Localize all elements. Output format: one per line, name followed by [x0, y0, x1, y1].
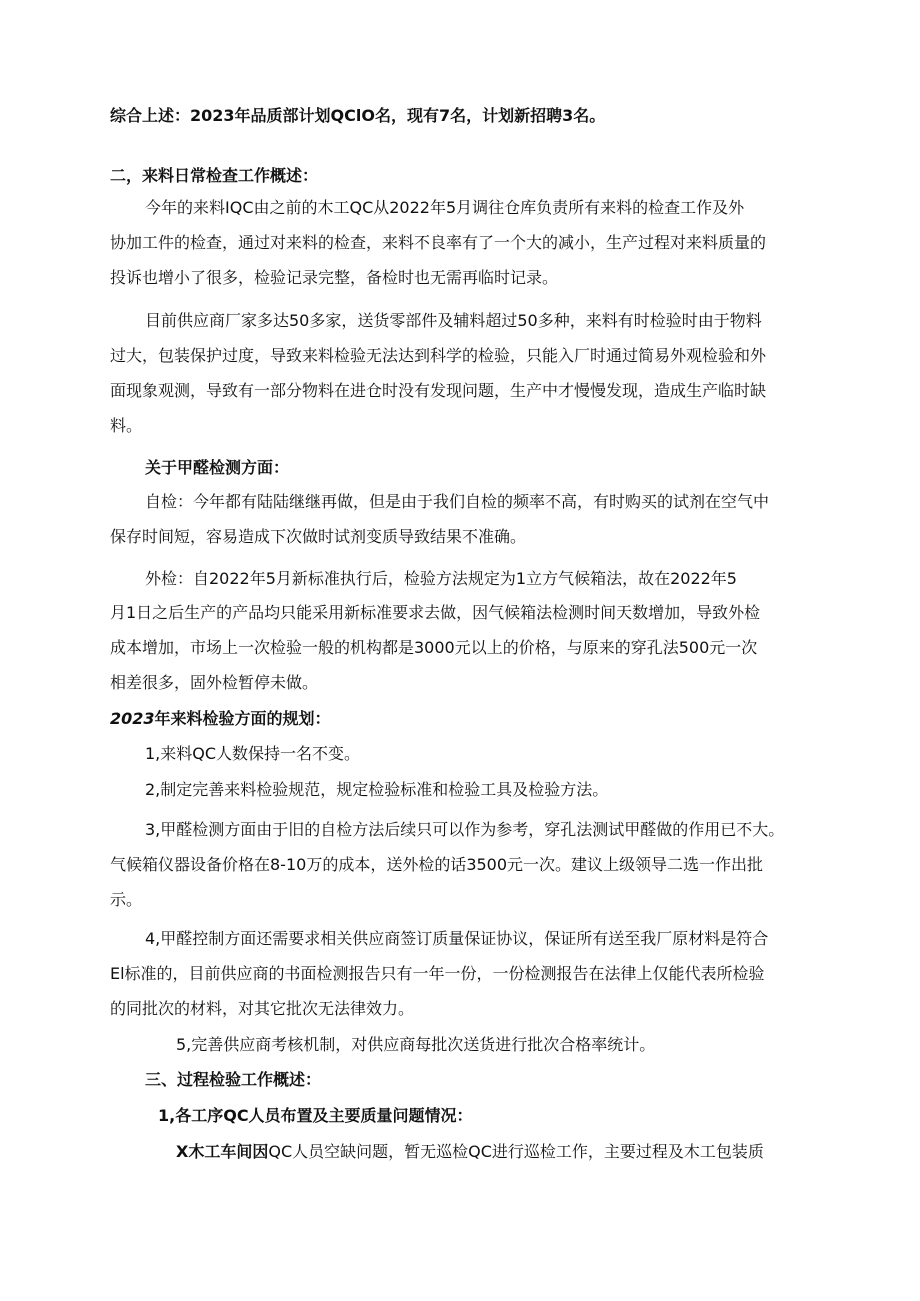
paragraph-line: 示。: [110, 890, 143, 909]
section-3-subheading: 1,各工序QC人员布置及主要质量问题情况：: [158, 1106, 473, 1125]
paragraph-line: 气候箱仪器设备价格在8-10万的成本，送外检的话3500元一次。建议上级领导二选一作出批: [110, 855, 764, 874]
paragraph-line: 料。: [110, 416, 143, 435]
paragraph-line: [176, 1142, 764, 1162]
paragraph-line: 成本增加，市场上一次检验一般的机构都是3000元以上的价格，与原来的穿孔法500元一次: [110, 638, 758, 657]
paragraph-line: 的同批次的材料，对其它批次无法律效力。: [110, 999, 415, 1018]
plan-heading-year: 2023: [110, 709, 155, 728]
section-3-heading: 三、过程检验工作概述：: [145, 1070, 322, 1089]
paragraph-line: 相差很多，固外检暂停未做。: [110, 673, 319, 692]
plan-item: 4,甲醛控制方面还需要求相关供应商签订质量保证协议，保证所有送至我厂原材料是符合: [145, 929, 769, 948]
paragraph-line: 过大，包装保护过度，导致来料检验无法达到科学的检验，只能入厂时通过简易外观检验和外: [110, 346, 767, 365]
formaldehyde-heading: 关于甲醛检测方面：: [145, 458, 290, 477]
paragraph-line: 月1日之后生产的产品均只能采用新标准要求去做，因气候箱法检测时间天数增加，导致外检: [110, 603, 761, 622]
paragraph-line: 自检：今年都有陆陆继继再做，但是由于我们自检的频率不高，有时购买的试剂在空气中: [145, 492, 770, 511]
plan-item: 1,来料QC人数保持一名不变。: [145, 744, 361, 763]
summary-line: 综合上述：2023年品质部计划QClO名，现有7名，计划新招聘3名。: [110, 106, 606, 125]
paragraph-line: El标准的，目前供应商的书面检测报告只有一年一份，一份检测报告在法律上仅能代表所检验: [110, 964, 765, 983]
paragraph-text: QC人员空缺问题，暂无巡检QC进行巡检工作，主要过程及木工包装质: [268, 1142, 764, 1161]
paragraph-line: 保存时间短，容易造成下次做时试剂变质导致结果不准确。: [110, 527, 527, 546]
plan-item: 5,完善供应商考核机制，对供应商每批次送货进行批次合格率统计。: [176, 1035, 656, 1054]
paragraph-line: 外检：自2022年5月新标准执行后，检验方法规定为1立方气候箱法，故在2022年5: [145, 569, 737, 588]
plan-item: 2,制定完善来料检验规范，规定检验标准和检验工具及检验方法。: [145, 780, 609, 799]
paragraph-line: 目前供应商厂家多达50多家，送货零部件及辅料超过50多种，来料有时检验时由于物料: [145, 311, 762, 330]
paragraph-line: 面现象观测，导致有一部分物料在进仓时没有发现问题，生产中才慢慢发现，造成生产临时缺: [110, 381, 767, 400]
workshop-label: X木工车间因: [176, 1142, 269, 1161]
paragraph-line: 今年的来料IQC由之前的木工QC从2022年5月调往仓库负责所有来料的检查工作及外: [145, 198, 745, 217]
paragraph-line: 协加工件的检查，通过对来料的检查，来料不良率有了一个大的减小，生产过程对来料质量的: [110, 233, 767, 252]
plan-heading-text: 年来料检验方面的规划：: [154, 709, 331, 728]
plan-heading: [110, 709, 331, 729]
section-2-heading: 二，来料日常检查工作概述：: [110, 166, 319, 185]
plan-item: 3,甲醛检测方面由于旧的自检方法后续只可以作为参考，穿孔法测试甲醛做的作用已不大。: [145, 820, 785, 839]
paragraph-line: 投诉也增小了很多，检验记录完整，备检时也无需再临时记录。: [110, 268, 559, 287]
